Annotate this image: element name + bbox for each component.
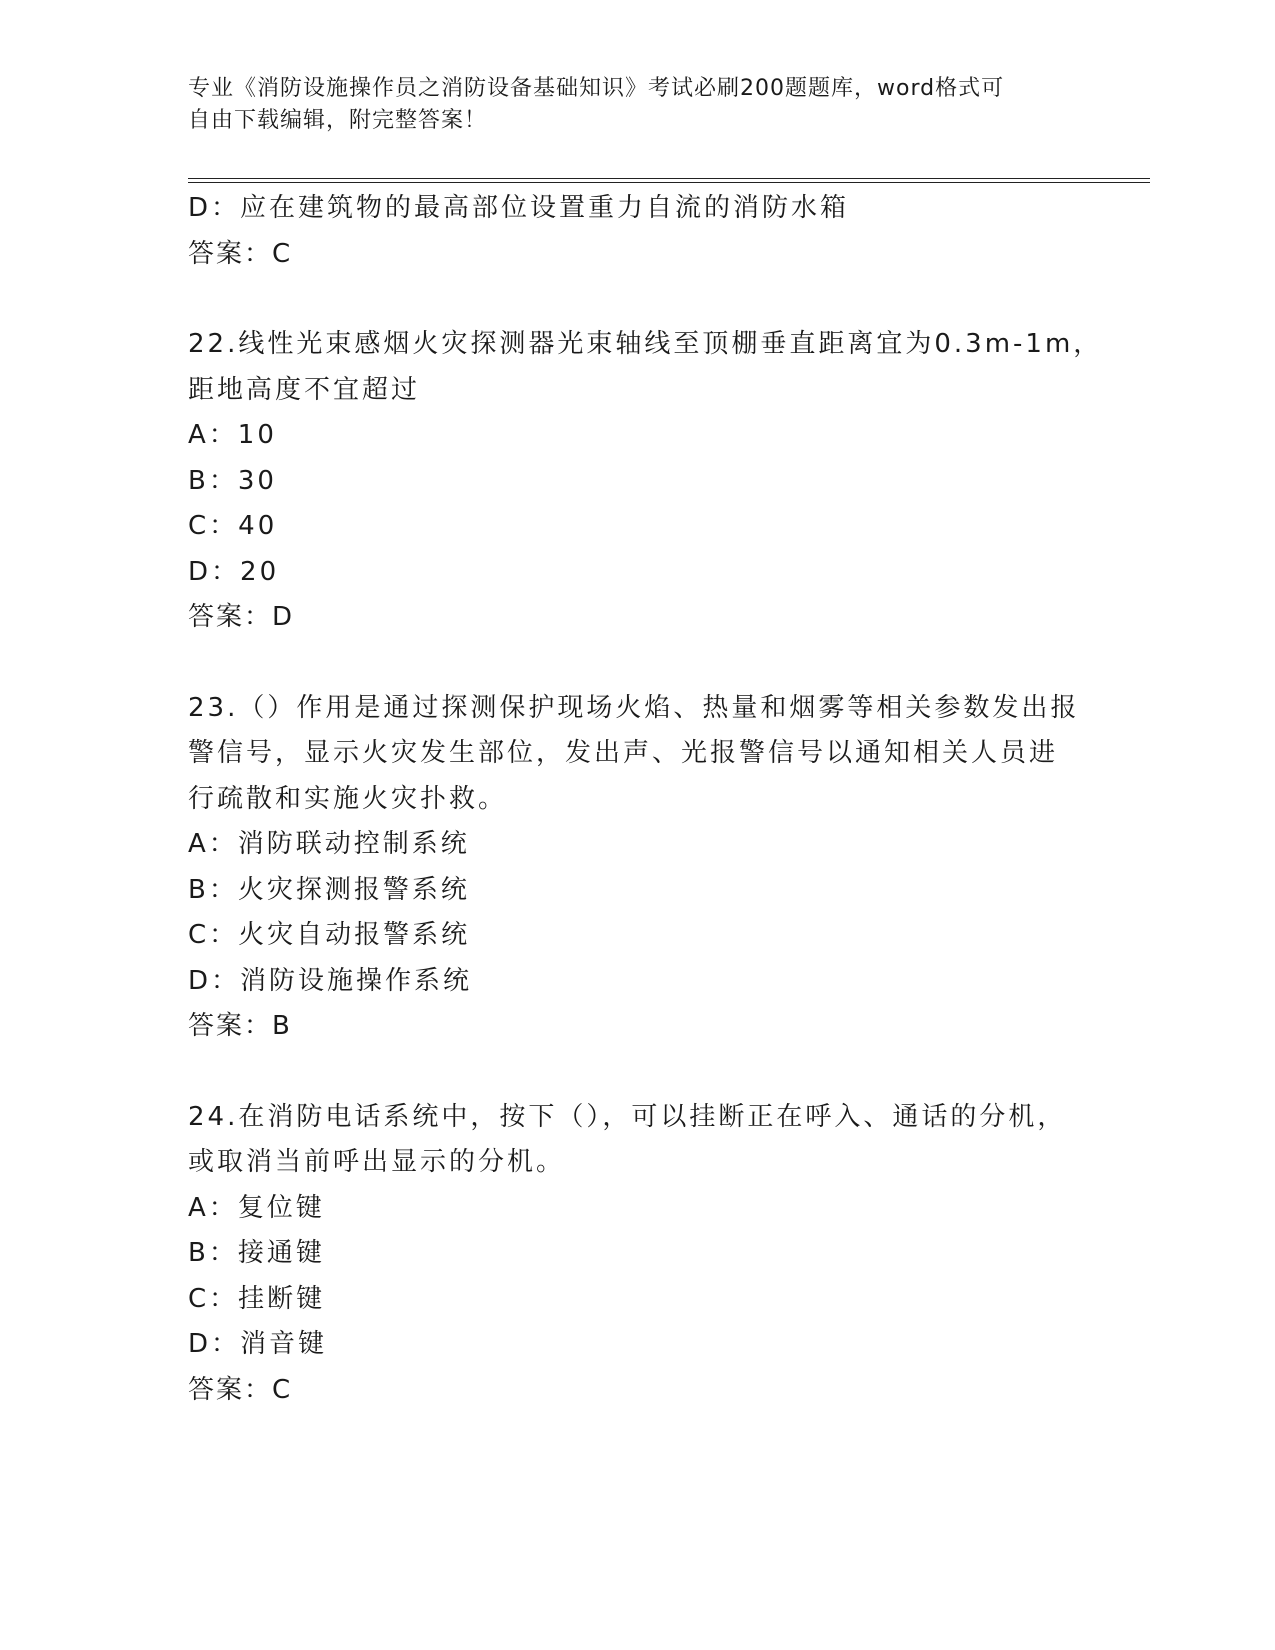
- question-list: [188, 186, 1118, 1413]
- option-b: B：30: [188, 465, 277, 496]
- option-c: C：40: [188, 511, 278, 541]
- question-23: [188, 686, 1118, 1050]
- option-d: D：应在建筑物的最高部位设置重力自流的消防水箱: [188, 193, 850, 223]
- question-stem-line: 24.在消防电话系统中，按下（），可以挂断正在呼入、通话的分机，: [188, 1101, 1067, 1132]
- question-stem-line: 行疏散和实施火灾扑救。: [188, 783, 508, 814]
- spacer: [188, 641, 1118, 686]
- question-22: [188, 322, 1118, 641]
- question-stem-line: 警信号，显示火灾发生部位，发出声、光报警信号以通知相关人员进: [188, 738, 1059, 768]
- header-line-2: 自由下载编辑，附完整答案！: [188, 108, 488, 133]
- option-d: D：20: [188, 556, 280, 587]
- header-line-1: 专业《消防设施操作员之消防设备基础知识》考试必刷200题题库，word格式可: [188, 76, 1005, 101]
- question-21-tail: [188, 186, 1118, 277]
- answer: 答案：D: [188, 602, 295, 632]
- option-d: D：消防设施操作系统: [188, 965, 473, 996]
- option-a: A：复位键: [188, 1192, 325, 1223]
- header-divider: [188, 178, 1150, 183]
- question-stem-line: 或取消当前呼出显示的分机。: [188, 1147, 566, 1177]
- question-24: [188, 1095, 1118, 1414]
- option-c: C：挂断键: [188, 1283, 326, 1314]
- answer: 答案：C: [188, 238, 293, 269]
- option-a: A：消防联动控制系统: [188, 829, 470, 859]
- spacer: [188, 1050, 1118, 1095]
- question-stem-line: 距地高度不宜超过: [188, 374, 421, 405]
- option-c: C：火灾自动报警系统: [188, 920, 471, 950]
- option-b: B：火灾探测报警系统: [188, 874, 470, 905]
- document-header: [188, 73, 1068, 137]
- answer: 答案：B: [188, 1011, 292, 1041]
- spacer: [188, 277, 1118, 322]
- question-stem-line: 23.（）作用是通过探测保护现场火焰、热量和烟雾等相关参数发出报: [188, 692, 1080, 723]
- option-a: A：10: [188, 420, 277, 450]
- option-b: B：接通键: [188, 1238, 325, 1268]
- option-d: D：消音键: [188, 1329, 328, 1359]
- question-stem-line: 22.线性光束感烟火灾探测器光束轴线至顶棚垂直距离宜为0.3m-1m，: [188, 329, 1103, 359]
- answer: 答案：C: [188, 1374, 293, 1405]
